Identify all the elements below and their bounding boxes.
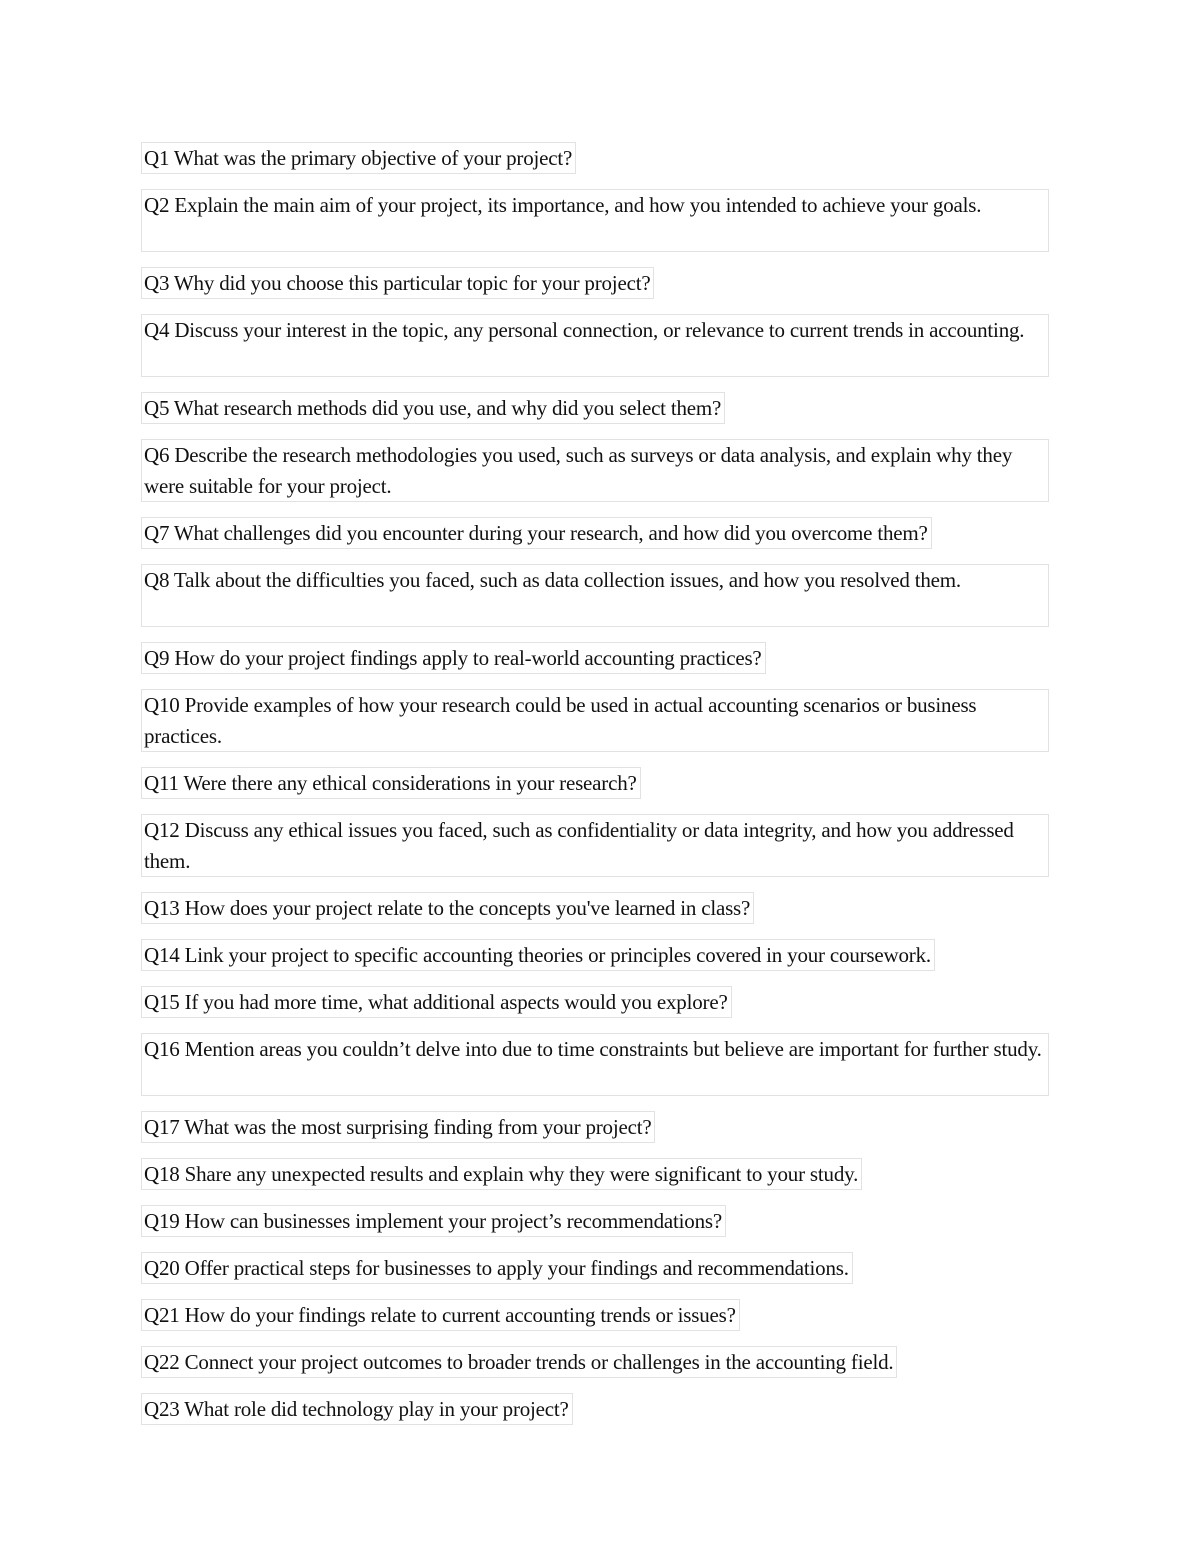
question-list (141, 142, 1056, 1440)
question-item: Q19 How can businesses implement your project’s recommendations? (141, 1205, 726, 1237)
question-item: Q22 Connect your project outcomes to broader trends or challenges in the accounting field. (141, 1346, 897, 1378)
question-item: Q6 Describe the research methodologies you used, such as surveys or data analysis, and explain why they were suitable for your project. (141, 439, 1049, 502)
question-item: Q11 Were there any ethical considerations in your research? (141, 767, 641, 799)
question-item: Q14 Link your project to specific accounting theories or principles covered in your coursework. (141, 939, 935, 971)
question-item: Q23 What role did technology play in your project? (141, 1393, 573, 1425)
question-item: Q20 Offer practical steps for businesses to apply your findings and recommendations. (141, 1252, 853, 1284)
question-item: Q4 Discuss your interest in the topic, any personal connection, or relevance to current trends in accounting. (141, 314, 1049, 377)
question-item: Q12 Discuss any ethical issues you faced, such as confidentiality or data integrity, and how you addressed them. (141, 814, 1049, 877)
question-item: Q3 Why did you choose this particular topic for your project? (141, 267, 654, 299)
question-item: Q1 What was the primary objective of your project? (141, 142, 576, 174)
question-item: Q10 Provide examples of how your research could be used in actual accounting scenarios or business practices. (141, 689, 1049, 752)
question-item: Q21 How do your findings relate to current accounting trends or issues? (141, 1299, 740, 1331)
question-item: Q16 Mention areas you couldn’t delve into due to time constraints but believe are important for further study. (141, 1033, 1049, 1096)
question-item: Q8 Talk about the difficulties you faced, such as data collection issues, and how you resolved them. (141, 564, 1049, 627)
question-item: Q15 If you had more time, what additional aspects would you explore? (141, 986, 732, 1018)
question-item: Q9 How do your project findings apply to real-world accounting practices? (141, 642, 766, 674)
question-item: Q17 What was the most surprising finding from your project? (141, 1111, 655, 1143)
question-item: Q18 Share any unexpected results and explain why they were significant to your study. (141, 1158, 862, 1190)
question-item: Q13 How does your project relate to the concepts you've learned in class? (141, 892, 754, 924)
question-item: Q2 Explain the main aim of your project, its importance, and how you intended to achieve your goals. (141, 189, 1049, 252)
question-item: Q7 What challenges did you encounter during your research, and how did you overcome them? (141, 517, 932, 549)
question-item: Q5 What research methods did you use, and why did you select them? (141, 392, 725, 424)
